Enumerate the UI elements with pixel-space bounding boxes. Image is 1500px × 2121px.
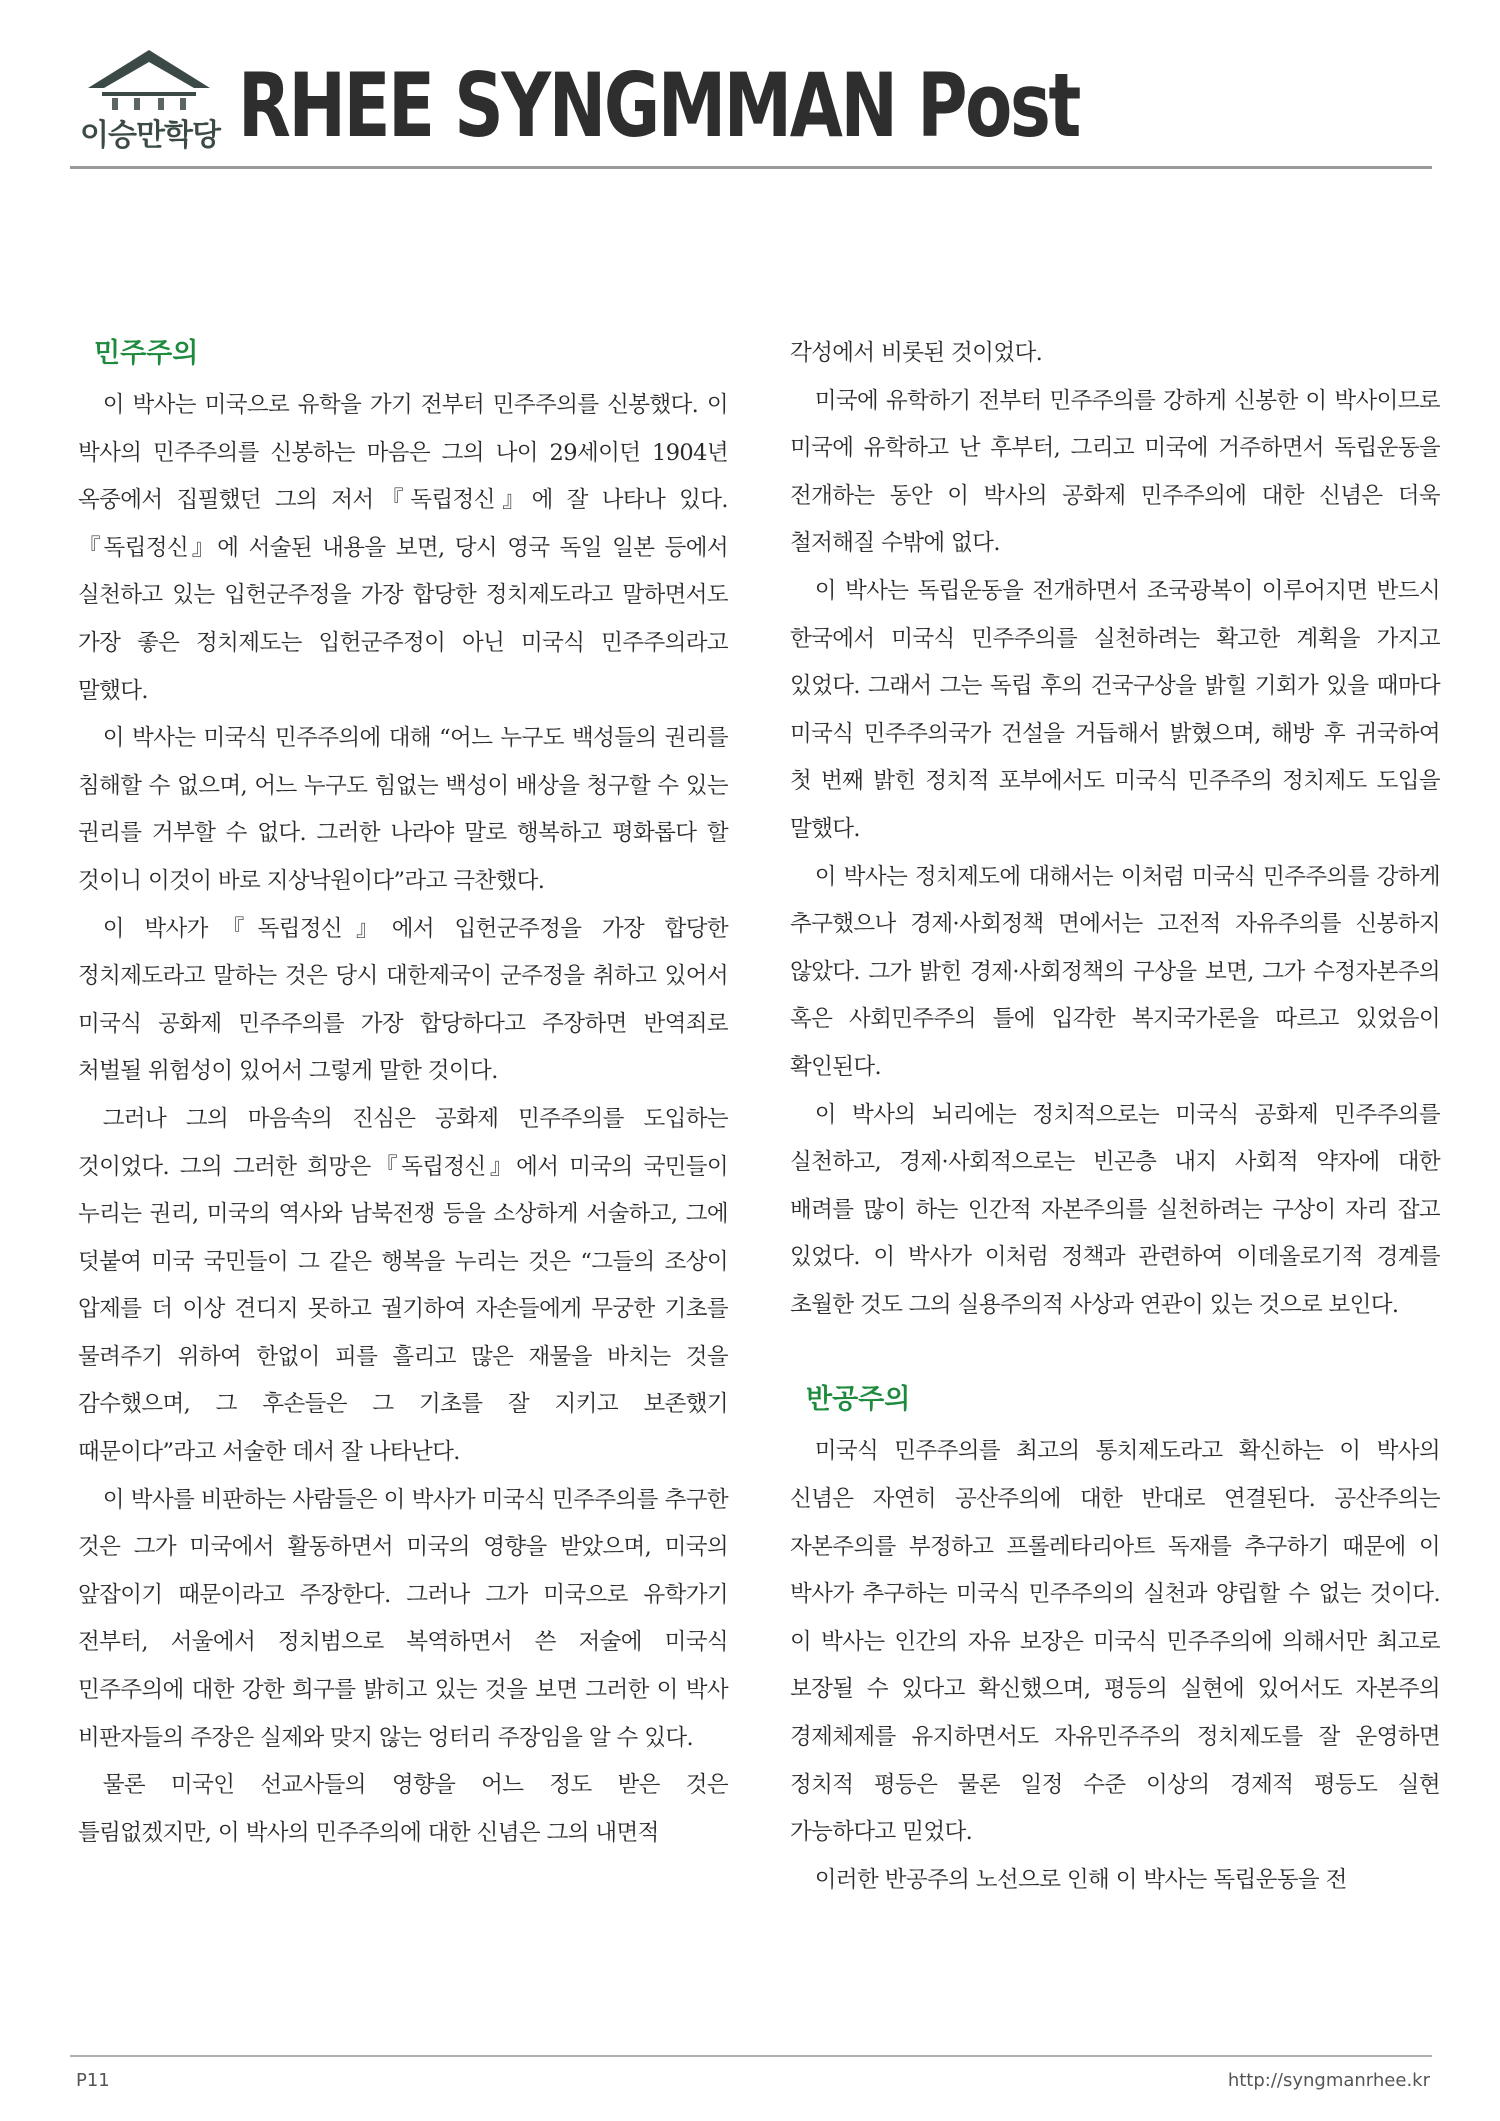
masthead (70, 48, 1430, 168)
paragraph: 그러나 그의 마음속의 진심은 공화제 민주주의를 도입하는 것이었다. 그의 그러한 희망은『독립정신』에서 미국의 국민들이 누리는 권리, 미국의 역사와 남북전쟁 등을 소상하게 서술하고, 그에 덧붙여 미국 국민들이 그 같은 행복을 누리는 것은 “그들의 조상이 압제를 더 이상 견디지 못하고 궐기하여 자손들에게 무궁한 기초를 물려주기 위하여 한없이 피를 흘리고 많은 재물을 바치는 것을 감수했으며, 그 후손들은 그 기초를 잘 지키고 보존했기 때문이다”라고 서술한 데서 잘 나타난다. (78, 1105, 728, 1466)
publication-title: RHEE SYNGMMAN Post (238, 54, 1079, 157)
paragraph: 이 박사는 미국식 민주주의에 대해 “어느 누구도 백성들의 권리를 침해할 수 없으며, 어느 누구도 힘없는 백성이 배상을 청구할 수 있는 권리를 거부할 수 없다. 그러한 나라야 말로 행복하고 평화롭다 할 것이니 이것이 바로 지상낙원이다”라고 극찬했다. (78, 725, 728, 894)
right-column (790, 330, 1440, 1904)
page-number: P11 (76, 2070, 110, 2091)
section-gap (790, 1329, 1440, 1376)
paragraph: 이 박사의 뇌리에는 정치적으로는 미국식 공화제 민주주의를 실천하고, 경제·사회적으로는 빈곤층 내지 사회적 약자에 대한 배려를 많이 하는 인간적 자본주의를 실천하려는 구상이 자리 잡고 있었다. 이 박사가 이처럼 정책과 관련하여 이데올로기적 경계를 초월한 것도 그의 실용주의적 사상과 연관이 있는 것으로 보인다. (790, 1101, 1440, 1318)
header-divider (70, 166, 1432, 169)
footer-divider (70, 2055, 1432, 2057)
paragraph: 미국식 민주주의를 최고의 통치제도라고 확신하는 이 박사의 신념은 자연히 공산주의에 대한 반대로 연결된다. 공산주의는 자본주의를 부정하고 프롤레타리아트 독재를 추구하기 때문에 이 박사가 추구하는 미국식 민주주의의 실천과 양립할 수 없는 것이다. 이 박사는 인간의 자유 보장은 미국식 민주주의에 의해서만 최고로 보장될 수 있다고 확신했으며, 평등의 실현에 있어서도 자본주의 경제체제를 유지하면서도 자유민주주의 정치제도를 잘 운영하면 정치적 평등은 물론 일정 수준 이상의 경제적 평등도 실현 가능하다고 믿었다. (790, 1438, 1440, 1846)
section-title-anticommunism: 반공주의 (806, 1384, 911, 1416)
paragraph: 이 박사가『독립정신』에서 입헌군주정을 가장 합당한 정치제도라고 말하는 것은 당시 대한제국이 군주정을 취하고 있어서 미국식 공화제 민주주의를 가장 합당하다고 주장하면 반역죄로 처벌될 위험성이 있어서 그렇게 말한 것이다. (78, 915, 728, 1085)
paragraph: 이 박사는 미국으로 유학을 가기 전부터 민주주의를 신봉했다. 이 박사의 민주주의를 신봉하는 마음은 그의 나이 29세이던 1904년 옥중에서 집필했던 그의 저서『독립정신』에 잘 나타나 있다.『독립정신』에 서술된 내용을 보면, 당시 영국 독일 일본 등에서 실천하고 있는 입헌군주정을 가장 합당한 정치제도라고 말하면서도 가장 좋은 정치제도는 입헌군주정이 아닌 미국식 민주주의라고 말했다. (78, 392, 728, 704)
paragraph-continuation: 각성에서 비롯된 것이었다. (790, 340, 1043, 366)
logo-text: 이승만학당 (80, 118, 220, 153)
paragraph: 물론 미국인 선교사들의 영향을 어느 정도 받은 것은 틀림없겠지만, 이 박사의 민주주의에 대한 신념은 그의 내면적 (78, 1772, 728, 1846)
left-column (78, 330, 728, 1857)
paragraph: 미국에 유학하기 전부터 민주주의를 강하게 신봉한 이 박사이므로 미국에 유학하고 난 후부터, 그리고 미국에 거주하면서 독립운동을 전개하는 동안 이 박사의 공화제 민주주의에 대한 신념은 더욱 철저해질 수밖에 없다. (790, 387, 1440, 557)
paragraph: 이 박사를 비판하는 사람들은 이 박사가 미국식 민주주의를 추구한 것은 그가 미국에서 활동하면서 미국의 영향을 받았으며, 미국의 앞잡이기 때문이라고 주장한다. 그러나 그가 미국으로 유학가기 전부터, 서울에서 정치범으로 복역하면서 쓴 저술에 미국식 민주주의에 대한 강한 희구를 밝히고 있는 것을 보면 그러한 이 박사 비판자들의 주장은 실제와 맞지 않는 엉터리 주장임을 알 수 있다. (78, 1486, 728, 1751)
paragraph: 이 박사는 독립운동을 전개하면서 조국광복이 이루어지면 반드시 한국에서 미국식 민주주의를 실천하려는 확고한 계획을 가지고 있었다. 그래서 그는 독립 후의 건국구상을 밝힐 기회가 있을 때마다 미국식 민주주의국가 건설을 거듭해서 밝혔으며, 해방 후 귀국하여 첫 번째 밝힌 정치적 포부에서도 미국식 민주주의 정치제도 도입을 말했다. (790, 577, 1440, 842)
section-title-democracy: 민주주의 (94, 338, 199, 369)
house-logo-icon (84, 48, 214, 110)
paragraph: 이 박사는 정치제도에 대해서는 이처럼 미국식 민주주의를 강하게 추구했으나 경제·사회정책 면에서는 고전적 자유주의를 신봉하지 않았다. 그가 밝힌 경제·사회정책의 구상을 보면, 그가 수정자본주의 혹은 사회민주주의 틀에 입각한 복지국가론을 따르고 있었음이 확인된다. (790, 863, 1440, 1080)
paragraph: 이러한 반공주의 노선으로 인해 이 박사는 독립운동을 전 (814, 1866, 1347, 1893)
logo (70, 48, 230, 158)
website-link[interactable]: http://syngmanrhee.kr (1227, 2070, 1430, 2091)
